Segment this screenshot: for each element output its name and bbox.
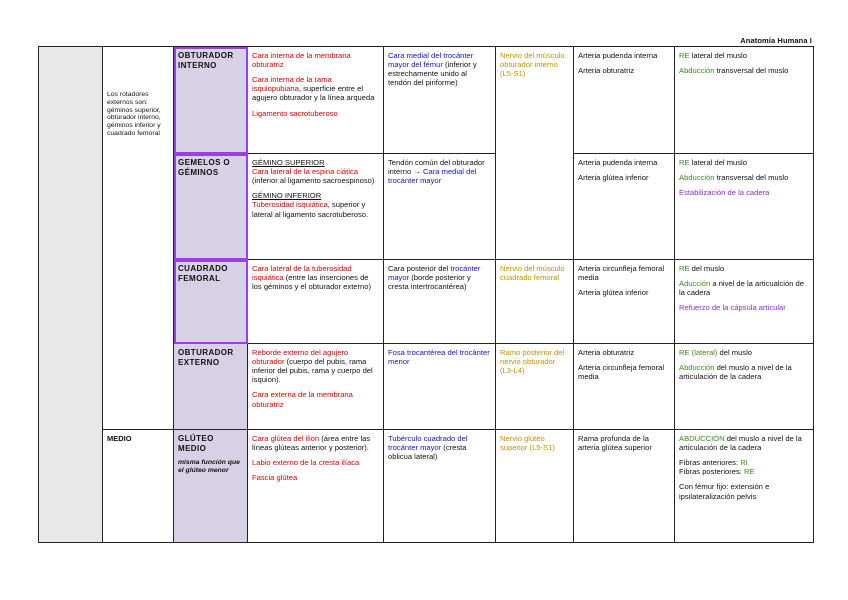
origin-obturador-interno bbox=[248, 47, 384, 154]
row-gluteo-medio bbox=[39, 430, 814, 543]
origin-gluteo-medio: Cara glútea del ilion (área entre las líneas glúteas anterior y posterior). Labio externo de la cresta ilíaca Fascia glútea bbox=[248, 430, 384, 543]
gemino-inferior-title: GÉMINO INFERIOR bbox=[252, 191, 322, 201]
insertion-obturador-externo: Fosa trocantérea del trocánter menor bbox=[384, 344, 496, 430]
insertion-obturador-interno: Cara medial del trocánter mayor del fémur (inferior y estrechamente unido al tendón del piriforme) bbox=[384, 47, 496, 154]
origin-gemelos: GÉMINO SUPERIOR Cara lateral de la espina ciática (inferior al ligamento sacroespinoso) GÉMINO INFERIOR Tuberosidad isquiática, superior y lateral al ligamento sacrotuberoso. bbox=[248, 154, 384, 260]
action-obturador-externo: RE (lateral) del muslo Abducción del muslo a nivel de la articulación de la cadera bbox=[675, 344, 814, 430]
action-gluteo-medio: ABDUCCIÓN del muslo a nivel de la articulación de la cadera Fibras anteriores: RI Fibras posteriores: RE Con fémur fijo: extensión e ipsilateralización pelvis bbox=[675, 430, 814, 543]
action-obturador-interno: RE lateral del muslo Abducción transversal del muslo bbox=[675, 47, 814, 154]
action-cuadrado-femoral: RE del muslo Aducción a nivel de la articualción de la cadera Refuerzo de la cápsula articular bbox=[675, 260, 814, 344]
group-medio: MEDIO bbox=[103, 430, 174, 543]
muscle-gluteo-medio: GLÚTEO MEDIO misma función que el glúteo menor bbox=[174, 430, 248, 543]
gemino-superior-title: GÉMINO SUPERIOR bbox=[252, 158, 325, 167]
origin-text: Cara interna de la rama isquiopubiana, superficie entre el agujero obturador y la línea arqueda bbox=[252, 75, 375, 103]
artery-obturador-interno: Arteria pudenda interna Arteria obturatriz bbox=[574, 47, 675, 154]
artery-gemelos: Arteria pudenda interna Arteria glútea inferior bbox=[574, 154, 675, 260]
origin-text: Cara interna de la membrana obturatriz bbox=[252, 51, 351, 70]
action-gemelos: RE lateral del muslo Abducción transversal del muslo Estabilización de la cadera bbox=[675, 154, 814, 260]
gluteo-medio-note: misma función que el glúteo menor bbox=[178, 459, 240, 475]
origin-cuadrado-femoral: Cara lateral de la tuberosidad isquiática (entre las inserciones de los géminos y el obturador externo) bbox=[248, 260, 384, 344]
anatomy-table bbox=[38, 46, 814, 543]
origin-text: Ligamento sacrotuberoso bbox=[252, 108, 338, 118]
group-label: Los rotadores externos son: géminos superior, obturador interno, géminos inferior y cuadrado femoral bbox=[103, 47, 174, 430]
muscle-cuadrado-femoral: CUADRADO FEMORAL bbox=[174, 260, 248, 344]
insertion-gluteo-medio: Tubérculo cuadrado del trocánter mayor (cresta oblicua lateral) bbox=[384, 430, 496, 543]
nerve-obturador-interno: Nervio del músculo obturador interno (L5-S1) bbox=[496, 47, 574, 260]
page-header: Anatomía Humana I bbox=[740, 36, 812, 45]
row-obturador-interno bbox=[39, 47, 814, 154]
artery-obturador-externo: Arteria obturatriz Arteria circunfleja femoral media bbox=[574, 344, 675, 430]
muscle-gemelos: GEMELOS O GÉMINOS bbox=[174, 154, 248, 260]
blank-column bbox=[39, 47, 103, 543]
nerve-cuadrado-femoral: Nervio del músculo cuadrado femoral bbox=[496, 260, 574, 344]
artery-gluteo-medio: Rama profunda de la arteria glútea superior bbox=[574, 430, 675, 543]
insertion-cuadrado-femoral: Cara posterior del trocánter mayor (borde posterior y cresta intertrocantérea) bbox=[384, 260, 496, 344]
nerve-obturador-externo: Ramo posterior del nervio obturador (L3-L4) bbox=[496, 344, 574, 430]
insertion-gemelos: Tendón común del obturador interno → Cara medial del trocánter mayor bbox=[384, 154, 496, 260]
origin-obturador-externo: Reborde externo del agujero obturador (cuerpo del pubis, rama inferior del pubis, rama y cuerpo del isquion). Cara externa de la membrana obturatriz bbox=[248, 344, 384, 430]
nerve-gluteo-medio: Nervio glúteo superior (L5-S1) bbox=[496, 430, 574, 543]
muscle-obturador-interno: OBTURADOR INTERNO bbox=[174, 47, 248, 154]
artery-cuadrado-femoral: Arteria circunfleja femoral media Arteria glútea inferior bbox=[574, 260, 675, 344]
muscle-obturador-externo: OBTURADOR EXTERNO bbox=[174, 344, 248, 430]
